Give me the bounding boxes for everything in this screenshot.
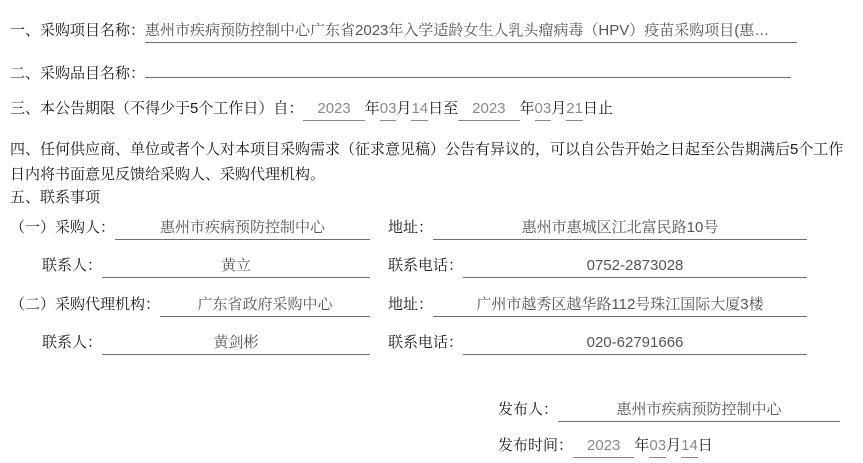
agency-contact-field <box>10 334 370 355</box>
agency-contact-label: 联系人： <box>42 334 103 351</box>
purchaser-label: （一）采购人： <box>10 219 116 236</box>
agency-phone-field <box>388 334 807 355</box>
project-name-value: 惠州市疾病预防控制中心广东省2023年入学适龄女生人乳头瘤病毒（HPV）疫苗采购项目(惠… <box>145 22 797 43</box>
agency-contact-value: 黄剑彬 <box>102 334 370 355</box>
section-project-name <box>10 22 863 43</box>
agency-address-label: 地址： <box>388 296 434 313</box>
footer-publish-block <box>498 401 850 458</box>
agency-address-value: 广州市越秀区越华路112号珠江国际大厦3楼 <box>433 296 807 317</box>
purchaser-value: 惠州市疾病预防控制中心 <box>115 219 370 240</box>
publish-date-year: 2023 <box>573 437 634 458</box>
agency-phone-label: 联系电话： <box>388 334 464 351</box>
period-suffix-text: 日止 <box>582 100 613 117</box>
period-month-char-2: 月 <box>551 100 567 117</box>
purchaser-contact-field <box>10 257 370 278</box>
contact-row-agency-contact <box>10 334 863 355</box>
period-mid-text: 日至 <box>428 100 459 117</box>
purchaser-phone-value: 0752-2873028 <box>463 257 807 278</box>
period-from-year: 2023 <box>303 100 364 121</box>
publish-date-month: 03 <box>649 437 666 458</box>
period-to-month: 03 <box>535 100 552 121</box>
purchaser-phone-field <box>388 257 807 278</box>
section-objection-notice: 四、任何供应商、单位或者个人对本项目采购需求（征求意见稿）公告有异议的，可以自公告开始之日起至公告期满后5个工作日内将书面意见反馈给采购人、采购代理机构。 <box>10 141 844 183</box>
publish-date-day: 14 <box>681 437 698 458</box>
publisher-value: 惠州市疾病预防控制中心 <box>558 401 840 422</box>
period-year-char-1: 年 <box>364 100 380 117</box>
contact-row-agency <box>10 296 863 317</box>
publisher-label: 发布人： <box>498 401 559 418</box>
section-item-name <box>10 65 863 83</box>
procurement-announcement-document <box>0 22 863 463</box>
item-name-label: 二、采购品目名称： <box>10 65 146 82</box>
agency-label: （二）采购代理机构： <box>10 296 161 313</box>
purchaser-contact-label: 联系人： <box>42 257 103 274</box>
period-to-year: 2023 <box>458 100 519 121</box>
publish-date-row <box>498 437 850 458</box>
period-year-char-2: 年 <box>519 100 535 117</box>
period-to-day: 21 <box>566 100 583 121</box>
purchaser-field <box>10 219 370 240</box>
project-name-label: 一、采购项目名称： <box>10 22 146 39</box>
publish-date-month-char: 月 <box>666 437 682 454</box>
period-from-day: 14 <box>411 100 428 121</box>
contact-row-purchaser-contact <box>10 257 863 278</box>
publisher-row <box>498 401 850 422</box>
purchaser-phone-label: 联系电话： <box>388 257 464 274</box>
purchaser-address-field <box>388 219 807 240</box>
period-from-month: 03 <box>380 100 397 121</box>
publish-date-day-char: 日 <box>697 437 713 454</box>
agency-phone-value: 020-62791666 <box>463 334 807 355</box>
agency-address-field <box>388 296 807 317</box>
publish-date-label: 发布时间： <box>498 437 574 454</box>
purchaser-address-value: 惠州市惠城区江北富民路10号 <box>433 219 807 240</box>
agency-field <box>10 296 370 317</box>
section-contact-heading: 五、联系事项 <box>10 189 101 206</box>
purchaser-address-label: 地址： <box>388 219 434 236</box>
purchaser-contact-value: 黄立 <box>102 257 370 278</box>
agency-value: 广东省政府采购中心 <box>160 296 370 317</box>
section-announcement-period <box>10 100 863 121</box>
publish-date-year-char: 年 <box>634 437 650 454</box>
period-month-char-1: 月 <box>396 100 412 117</box>
item-name-value <box>145 75 791 78</box>
contact-row-purchaser <box>10 219 863 240</box>
period-label: 三、本公告期限（不得少于5个工作日）自： <box>10 100 304 117</box>
